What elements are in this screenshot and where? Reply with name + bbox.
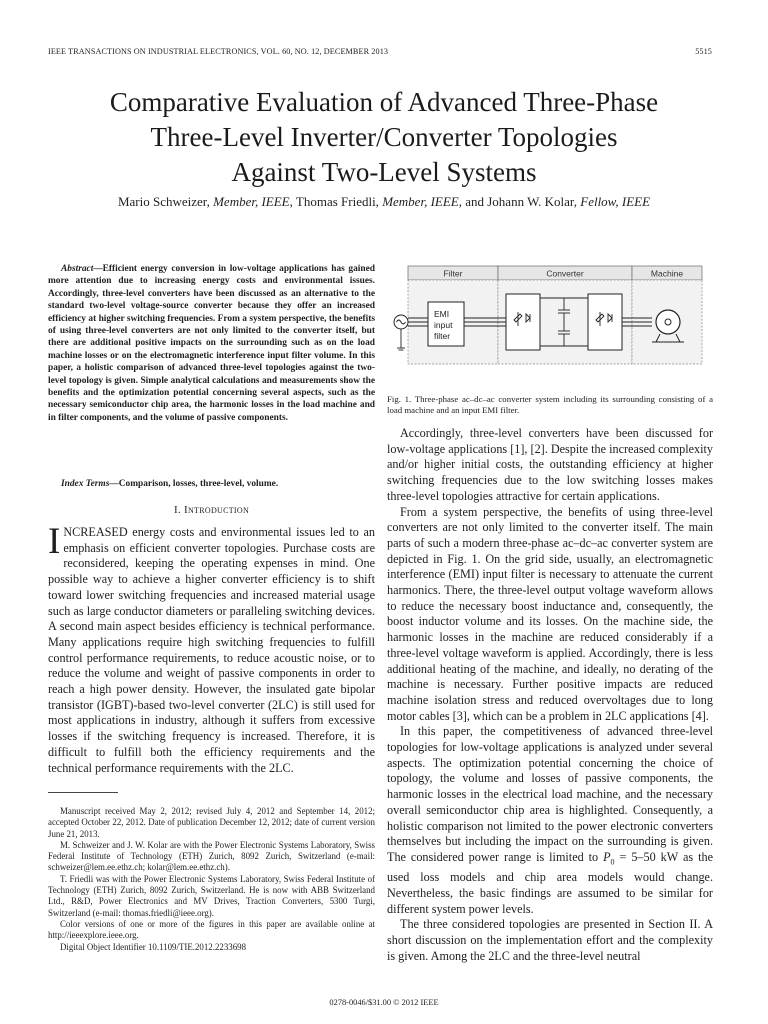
- paragraph-system-perspective: From a system perspective, the benefits of using three-level converters are not only limited to the converter itself. The main parts of such a modern three-phase ac–dc–ac converter system are depicted in Fig. 1. On the grid side, usually, an electromagnetic interference (EMI) input filter is necessary to attenuate the current harmonics. There, the three-level output voltage waveform allows to reduce the necessary boost inductance and, consequently, the boost inductor volume and its losses. On the machine side, the harmonic losses in the machine are reduced considerably if a three-level voltage waveform is applied. Accordingly, there is less additional heating of the machine, and ideally, no derating of the machine is necessary. Further positive impacts are reduced machine isolation stress and reduced overvoltages due to long motor cables [3], which can be a problem in 2LC applications [4].: [387, 504, 713, 723]
- right-column-body: [387, 426, 713, 964]
- author-3: , and Johann W. Kolar,: [458, 194, 581, 209]
- author-1-role: Member, IEEE: [213, 194, 290, 209]
- title-line-3: Against Two-Level Systems: [231, 157, 537, 187]
- converter-label: Converter: [546, 268, 584, 279]
- power-variable: P: [603, 849, 611, 864]
- section-heading-text: I. Introduction: [173, 504, 250, 516]
- paper-title: [40, 85, 728, 190]
- figure-1: [390, 262, 712, 386]
- abstract: [48, 263, 375, 424]
- inverter-block: [588, 294, 622, 350]
- author-2: , Thomas Friedli,: [289, 194, 383, 209]
- section-heading-introduction: [48, 504, 375, 516]
- page-number: 5515: [695, 47, 712, 56]
- emi-label-2: input: [434, 320, 453, 330]
- introduction-text: NCREASED energy costs and environmental issues led to an emphasis on efficient converter topologies. Purchase costs are reconsidered, keeping the operating expenses in mind. One possible way to achieve a higher converter efficiency is to shift toward lower switching frequencies and increased material usage such as large conductor diameters or paralleling switching devices. A second main aspect besides efficiency is technical performance. Many applications require high switching frequencies to fulfill control performance requirements, to reduce acoustic noise, or to reduce the volume and weight of passive components in order to reach a high power density. However, the insulated gate bipolar transistor (IGBT)-based two-level converter (2LC) is still used for most applications in industry, although it suffers from excessive losses if the switching frequency is increased. Therefore, it is difficult to fulfill both the efficiency requirements and the technical performance requirements with the 2LC.: [48, 525, 375, 775]
- machine-label: Machine: [650, 268, 684, 279]
- power-range: = 5–50 kW: [614, 849, 679, 864]
- paragraph-three-level-applications: Accordingly, three-level converters have been discussed for low-voltage applications [1], [2]. Despite the increased complexity and/or higher initial costs, the outstanding efficiency at higher switching frequencies due to the low switching losses makes three-level topologies attractive for certain applications.: [387, 426, 713, 503]
- footnote-affiliation-1: M. Schweizer and J. W. Kolar are with the Power Electronic Systems Laboratory, Swiss Federal Institute of Technology (ETH) Zurich, 8092 Zurich, Switzerland (e-mail: schweizer@lem.ee.ethz.ch; kolar@lem.ee.ethz.ch).: [48, 839, 375, 873]
- drop-cap: I: [48, 521, 61, 562]
- filter-label: Filter: [443, 268, 463, 279]
- index-terms-text: —Comparison, losses, three-level, volume.: [109, 479, 279, 489]
- footnote-manuscript: Manuscript received May 2, 2012; revised July 4, 2012 and September 14, 2012; accepted October 22, 2012. Date of publication December 12, 2012; date of current version June 21, 2013.: [48, 806, 375, 839]
- title-line-2: Three-Level Inverter/Converter Topologies: [150, 122, 618, 152]
- converter-system-diagram: [390, 262, 712, 386]
- paragraph-topologies-overview: The three considered topologies are presented in Section II. A short discussion on the implementation effort and the complexity is given. Among the 2LC and the three-level neutral: [387, 917, 713, 963]
- footnote-rule: [48, 792, 118, 793]
- copyright-footer: 0278-0046/$31.00 © 2012 IEEE: [329, 998, 439, 1007]
- figure-1-caption: Fig. 1. Three-phase ac–dc–ac converter system including its surrounding consisting of a load machine and an input EMI filter.: [387, 394, 713, 416]
- emi-label-1: EMI: [434, 309, 450, 319]
- emi-label-3: filter: [434, 331, 451, 341]
- footnotes: [48, 806, 375, 953]
- footnote-doi: Digital Object Identifier 10.1109/TIE.2012.2233698: [60, 941, 247, 952]
- index-terms: [48, 478, 375, 490]
- index-terms-label: Index Terms: [61, 479, 110, 489]
- introduction-body: [48, 521, 375, 776]
- author-3-role: Fellow, IEEE: [580, 194, 651, 209]
- footnote-color-note: Color versions of one or more of the figures in this paper are available online at http://ieeexplore.ieee.org.: [48, 918, 375, 941]
- abstract-label: Abstract: [61, 264, 94, 274]
- introduction-paragraph: [48, 521, 375, 776]
- abstract-text: —Efficient energy conversion in low-voltage applications has gained more attention due to increasing energy costs and environmental issues. Accordingly, three-level converters have been discussed as an alternative to the standard two-level voltage-source converter because they offer an increased efficiency at higher switching frequencies. From a system perspective, the benefits of using three-level converters are not only limited to the converter itself, but there are additional positive impacts on the surrounding such as on the load machine losses or on the electromagnetic interference input filter volume. In this paper, a holistic comparison of advanced three-level topologies against the two-level topology is given. Simple analytical calculations and measurements show the benefits and the optimization potential concerning several aspects, such as the necessary semiconductor chip area, the harmonic losses in the load machine and in filter components, and the volume of passive components.: [48, 264, 375, 423]
- ac-source-icon: [394, 315, 408, 350]
- rectifier-block: [506, 294, 540, 350]
- scope-text-a: In this paper, the competitiveness of advanced three-level topologies for low-voltage applications is analyzed under several aspects. The optimization potential concerning the choice of topology, the volume and losses of passive components, the harmonic losses in the electrical load machine, and the necessary overall semiconductor chip area is highlighted. Consequently, a holistic comparison not limited to the power electronic converters themselves but including the impact on the surrounding is given. The considered power range is limited to: [387, 724, 713, 864]
- author-list: [40, 194, 728, 210]
- journal-header: IEEE TRANSACTIONS ON INDUSTRIAL ELECTRONICS, VOL. 60, NO. 12, DECEMBER 2013: [48, 47, 389, 56]
- title-line-1: Comparative Evaluation of Advanced Three-Phase: [109, 87, 659, 117]
- emi-filter-block: [428, 302, 464, 346]
- author-1: Mario Schweizer,: [117, 194, 214, 209]
- power-subscript: 0: [610, 857, 615, 867]
- footnote-affiliation-2: T. Friedli was with the Power Electronic Systems Laboratory, Swiss Federal Institute of Technology (ETH) Zurich, 8092 Zurich, Switzerland. He is now with ABB Switzerland Ltd., R&D, Power Electronics and MV Drives, Traction Converters, 5300 Turgi, Switzerland (e-mail: thomas.friedli@ieee.org).: [48, 873, 375, 918]
- paragraph-paper-scope: [387, 724, 713, 917]
- author-2-role: Member, IEEE: [382, 194, 459, 209]
- scope-text-b: as the used loss models and chip area models would change. Nevertheless, the basic findings are assumed to be similar for different system power levels.: [387, 849, 713, 916]
